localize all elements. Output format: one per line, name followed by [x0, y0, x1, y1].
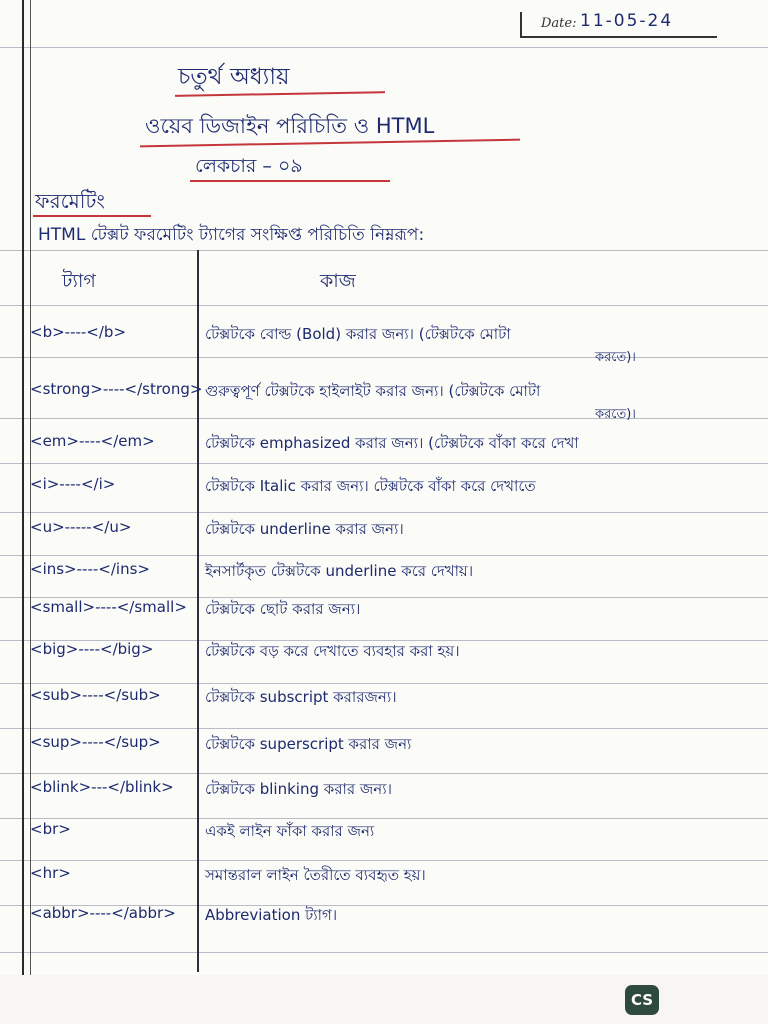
ruled-line: [0, 773, 768, 774]
ruled-line: [0, 818, 768, 819]
ruled-line: [0, 250, 768, 251]
ruled-line: [0, 860, 768, 861]
description-text: একই লাইন ফাঁকা করার জন্য: [205, 822, 375, 840]
description-cell: [205, 518, 404, 543]
chapter-heading: চতুর্থ অধ্যায়: [178, 64, 290, 90]
description-cell: [205, 475, 536, 500]
description-cell: [205, 380, 636, 426]
tag-cell: <blink>---</blink>: [30, 778, 174, 796]
description-text: সমান্তরাল লাইন তৈরীতে ব্যবহৃত হয়।: [205, 866, 426, 884]
description-cell: [205, 598, 360, 623]
description-cell: [205, 864, 426, 889]
description-text: টেক্সটকে underline করার জন্য।: [205, 520, 404, 538]
tag-cell: <sup>----</sup>: [30, 733, 161, 751]
description-text: ইনসার্টকৃত টেক্সটকে underline করে দেখায়।: [205, 562, 474, 580]
ruled-line: [0, 512, 768, 513]
description-cell: [205, 323, 636, 369]
lecture-underline: [190, 180, 390, 182]
tag-cell: <sub>----</sub>: [30, 686, 161, 704]
ruled-line: [0, 463, 768, 464]
description-continuation: করতে)।: [595, 350, 636, 365]
description-text: টেক্সটকে বোল্ড (Bold) করার জন্য। (টেক্সটকে মোটা: [205, 325, 511, 343]
tag-cell: <br>: [30, 820, 71, 838]
description-text: টেক্সটকে subscript করারজন্য।: [205, 688, 397, 706]
description-cell: [205, 432, 579, 457]
description-text: টেক্সটকে Italic করার জন্য। টেক্সটকে বাঁকা করে দেখাতে: [205, 477, 536, 495]
description-cell: [205, 820, 374, 845]
section-underline: [33, 215, 151, 217]
description-text: টেক্সটকে blinking করার জন্য।: [205, 780, 392, 798]
tag-cell: <small>----</small>: [30, 598, 187, 616]
ruled-line: [0, 683, 768, 684]
tag-cell: <strong>----</strong>: [30, 380, 203, 398]
lecture-number: লেকচার – ০৯: [195, 155, 303, 177]
tag-cell: <abbr>----</abbr>: [30, 904, 176, 922]
description-text: টেক্সটকে বড় করে দেখাতে ব্যবহার করা হয়।: [205, 642, 460, 660]
description-text: টেক্সটকে ছোট করার জন্য।: [205, 600, 361, 618]
description-cell: [205, 560, 473, 585]
table-header-work: কাজ: [320, 270, 356, 292]
tag-cell: <ins>----</ins>: [30, 560, 150, 578]
page-title: ওয়েব ডিজাইন পরিচিতি ও HTML: [145, 114, 435, 138]
ruled-line: [0, 47, 768, 48]
ruled-line: [0, 305, 768, 306]
ruled-line: [0, 952, 768, 953]
tag-cell: <b>----</b>: [30, 323, 127, 341]
intro-text: HTML টেক্সট ফরমেটিং ট্যাগের সংক্ষিপ্ত পরিচিতি নিম্নরূপ:: [38, 225, 425, 245]
description-text: গুরুত্বপূর্ণ টেক্সটকে হাইলাইট করার জন্য। (টেক্সটকে মোটা: [205, 382, 541, 400]
section-heading: ফরমেটিং: [35, 189, 105, 213]
description-cell: [205, 640, 460, 665]
tag-cell: <i>----</i>: [30, 475, 116, 493]
table-column-divider: [197, 250, 199, 972]
description-cell: [205, 904, 337, 929]
ruled-line: [0, 555, 768, 556]
description-text: টেক্সটকে superscript করার জন্য: [205, 735, 412, 753]
description-continuation: করতে)।: [595, 407, 636, 422]
date-label: Date:: [541, 16, 577, 31]
ruled-line: [0, 728, 768, 729]
date-value: 11-05-24: [580, 11, 674, 31]
tag-cell: <em>----</em>: [30, 432, 155, 450]
tag-cell: <hr>: [30, 864, 71, 882]
tag-cell: <big>----</big>: [30, 640, 154, 658]
description-cell: [205, 733, 411, 758]
margin-line: [22, 0, 24, 975]
camscanner-logo: CS: [625, 985, 659, 1015]
description-text: টেক্সটকে emphasized করার জন্য। (টেক্সটকে বাঁকা করে দেখা: [205, 434, 579, 452]
description-text: Abbreviation ট্যাগ।: [205, 906, 338, 924]
description-cell: [205, 686, 397, 711]
table-header-tag: ট্যাগ: [62, 270, 96, 292]
tag-cell: <u>-----</u>: [30, 518, 132, 536]
description-cell: [205, 778, 392, 803]
